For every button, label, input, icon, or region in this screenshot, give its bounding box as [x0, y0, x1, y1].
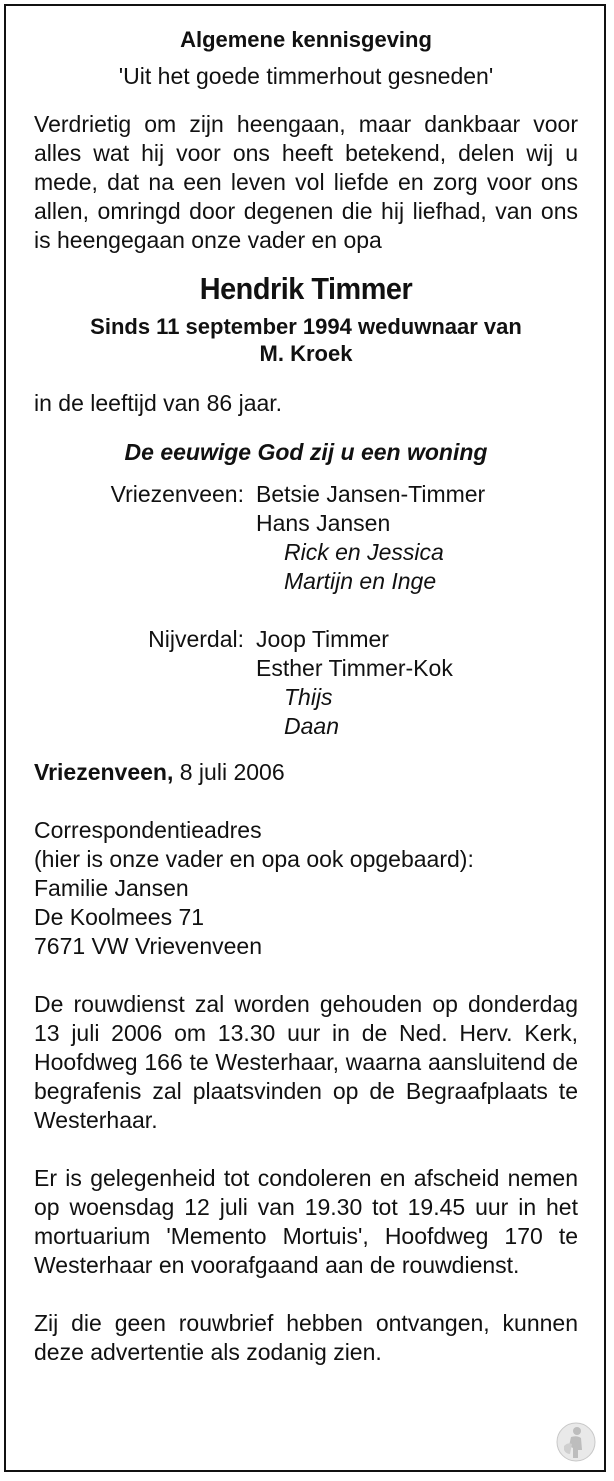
- address-line: De Koolmees 71: [34, 904, 205, 930]
- grandchild: Daan: [284, 713, 339, 739]
- address-line: Correspondentieadres: [34, 817, 262, 843]
- deceased-name: Hendrik Timmer: [199, 271, 413, 306]
- grandchild: Martijn en Inge: [284, 568, 437, 594]
- widower-line-1: Sinds 11 september 1994 weduwnaar van: [90, 314, 522, 339]
- grandchild: Thijs: [284, 684, 333, 710]
- family-list: [34, 480, 578, 741]
- dateline: [34, 758, 578, 787]
- motto: 'Uit het goede timmerhout gesneden': [118, 63, 494, 89]
- family-group-nijverdal: [34, 625, 578, 741]
- age-line: in de leeftijd van 86 jaar.: [34, 390, 283, 416]
- address-line: Familie Jansen: [34, 875, 189, 901]
- obituary-notice: [34, 24, 578, 1367]
- correspondence-address: [34, 816, 578, 961]
- family-member: Joop Timmer: [256, 626, 389, 652]
- address-line: 7671 VW Vrievenveen: [34, 933, 263, 959]
- family-member: Esther Timmer-Kok: [256, 655, 453, 681]
- widower-line-2: M. Kroek: [259, 341, 353, 366]
- publisher-logo-icon: [556, 1420, 596, 1464]
- family-place: Vriezenveen:: [110, 481, 244, 507]
- dateline-place: Vriezenveen,: [34, 759, 174, 785]
- family-members: [256, 625, 453, 741]
- family-member: Hans Jansen: [256, 510, 391, 536]
- grandchild: Rick en Jessica: [284, 539, 444, 565]
- family-members: [256, 480, 485, 596]
- intro-text: Verdrietig om zijn heengaan, maar dankbaar voor alles wat hij voor ons heeft betekend, delen wij u mede, dat na een leven vol liefde en zorg voor ons allen, omringd door degenen die hij liefhad, van ons is heengegaan onze vader en opa: [34, 111, 578, 253]
- family-group-vriezenveen: [34, 480, 578, 596]
- condolence-info: Er is gelegenheid tot condoleren en afscheid nemen op woensdag 12 juli van 19.30 tot 19.45 uur in het mortuarium 'Memento Mortuis', Hoofdweg 170 te Westerhaar en voorafgaand aan de rouwdienst.: [34, 1165, 578, 1278]
- family-member: Betsie Jansen-Timmer: [256, 481, 486, 507]
- dateline-date: 8 juli 2006: [179, 759, 285, 785]
- bible-verse: De eeuwige God zij u een woning: [124, 439, 488, 465]
- service-info: De rouwdienst zal worden gehouden op donderdag 13 juli 2006 om 13.30 uur in de Ned. Herv. Kerk, Hoofdweg 166 te Westerhaar, waarna aansluitend de begrafenis zal plaatsvinden op de Begraafplaats te Westerhaar.: [34, 991, 578, 1133]
- closing-text: Zij die geen rouwbrief hebben ontvangen, kunnen deze advertentie als zodanig zien.: [34, 1310, 578, 1365]
- family-place: Nijverdal:: [148, 626, 244, 652]
- address-line: (hier is onze vader en opa ook opgebaard):: [34, 846, 474, 872]
- notice-header: Algemene kennisgeving: [180, 27, 432, 52]
